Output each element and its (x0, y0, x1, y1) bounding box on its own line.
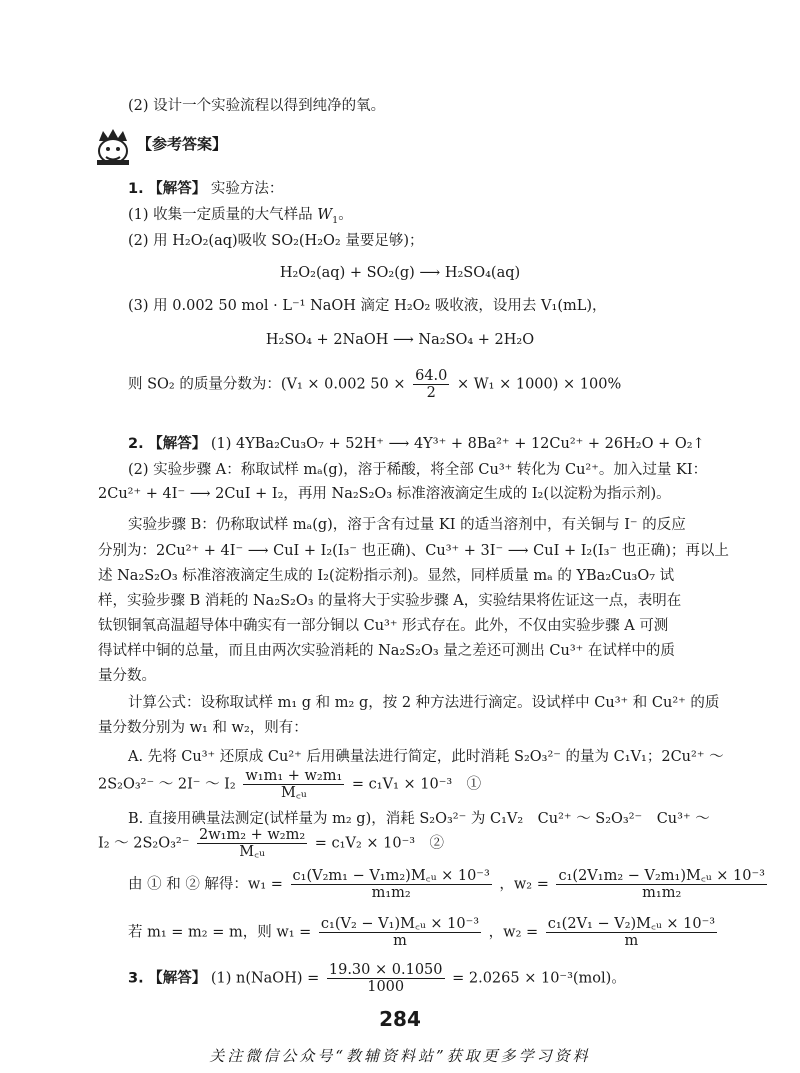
answer-1-equation-1: H₂O₂(aq) + SO₂(g) ⟶ H₂SO₄(aq) (279, 265, 521, 281)
answer-2-p3: 实验步骤 B：仍称取试样 mₐ(g)，溶于含有过量 KI 的适当溶剂中，有关铜与 I⁻ 的反应 (128, 517, 686, 533)
page-number: 284 (379, 1007, 421, 1031)
answer-2-p2: 2Cu²⁺ + 4I⁻ ⟶ 2CuI + I₂，再用 Na₂S₂O₃ 标准溶液滴定生成的 I₂(以淀粉为指示剂)。 (98, 486, 671, 502)
answer-3-number: 3. (128, 970, 144, 987)
answer-2-p4: 分别为：2Cu²⁺ + 4I⁻ ⟶ CuI + I₂(I₃⁻ 也正确)、Cu³⁺ + 3I⁻ ⟶ CuI + I₂(I₃⁻ 也正确)；再以上 (98, 543, 729, 559)
answer-2-result-2: 若 m₁ = m₂ = m，则 w₁ = $\frac{\text{c₁(V₂ − V₁)M꜀ᵤ × 10⁻³}}{m}$ ，w₂ = $\frac{\text{c₁(2V₁ − V₂)M꜀ᵤ × 10⁻³}}{m}$ (128, 916, 716, 949)
answer-2-method-b: B. 直接用碘量法测定(试样量为 m₂ g)，消耗 S₂O₃²⁻ 为 C₁V₂ Cu²⁺ ～ S₂O₃²⁻ Cu³⁺ ～ (128, 811, 710, 827)
answer-2-method-a: A. 先将 Cu³⁺ 还原成 Cu²⁺ 后用碘量法进行简定，此时消耗 S₂O₃²⁻ 的量为 C₁V₁；2Cu²⁺ ～ (128, 749, 724, 765)
answer-2-p5: 述 Na₂S₂O₃ 标准溶液滴定生成的 I₂(淀粉指示剂)。显然，同样质量 mₐ 的 YBa₂Cu₃O₇ 试 (98, 568, 675, 584)
answer-2-result-1: 由 ① 和 ② 解得：w₁ = $\frac{\text{c₁(V₂m₁ − V₁m₂)M꜀ᵤ × 10⁻³}}{\text{m₁m₂}}$ ，w₂ = $\frac{\text{c₁(2V₁m₂ − V₂m₁)M꜀ᵤ × 10⁻³}}{\text{m₁m₂}}$ (128, 868, 765, 901)
answer-2-p7: 钛钡铜氧高温超导体中确实有一部分铜以 Cu³⁺ 形式存在。此外，不仅由实验步骤 A 可测 (98, 618, 669, 634)
answer-1-number: 1. (128, 181, 144, 197)
answer-1-step-3: (3) 用 0.002 50 mol · L⁻¹ NaOH 滴定 H₂O₂ 吸收液，设用去 V₁(mL)， (128, 298, 607, 314)
footer-note: 关注微信公众号“教辅资料站”获取更多学习资料 (209, 1047, 591, 1065)
answer-2-p6: 样，实验步骤 B 消耗的 Na₂S₂O₃ 的量将大于实验步骤 A，实验结果将佐证这一点，表明在 (98, 593, 682, 609)
answer-1-tag: 【解答】 (148, 181, 207, 197)
answer-2-method-a-formula: 2S₂O₃²⁻ ～ 2I⁻ ～ I₂ $\frac{\text{w₁m₁ + w₂m₁}}{\text{M꜀ᵤ}}$ = c₁V₁ × 10⁻³ ① (98, 768, 482, 801)
answer-2-method-b-formula: I₂ ～ 2S₂O₃²⁻ $\frac{\text{2w₁m₂ + w₂m₂}}{\text{M꜀ᵤ}}$ = c₁V₂ × 10⁻³ ② (98, 827, 445, 860)
cartoon-head-icon (93, 127, 133, 167)
answer-1-step-2: (2) 用 H₂O₂(aq)吸收 SO₂(H₂O₂ 量要足够)； (128, 233, 424, 249)
answer-2-calc-1: 计算公式：设称取试样 m₁ g 和 m₂ g，按 2 种方法进行滴定。设试样中 Cu³⁺ 和 Cu²⁺ 的质 (128, 695, 720, 711)
answer-1-intro: 1. 【解答】 实验方法： (128, 181, 284, 197)
mass-fraction: $\frac{64.0}{2}$ (415, 368, 448, 401)
answer-2-p1: (2) 实验步骤 A：称取试样 mₐ(g)，溶于稀酸，将全部 Cu³⁺ 转化为 Cu²⁺。加入过量 KI： (128, 462, 708, 478)
answer-1-step-1: (1) 收集一定质量的大气样品 $W_1$。 (128, 207, 353, 226)
answer-1-equation-2: H₂SO₄ + 2NaOH ⟶ Na₂SO₄ + 2H₂O (265, 332, 535, 348)
question-2-title: (2) 设计一个实验流程以得到纯净的氧。 (128, 98, 386, 114)
answer-3: 3. 【解答】 (1) n(NaOH) = $\frac{19.30 \times 0.1050}{1000}$ = 2.0265 × 10⁻³(mol)。 (128, 962, 626, 995)
answer-2-p9: 量分数。 (98, 668, 156, 684)
answer-1-mass-fraction: 则 SO₂ 的质量分数为：(V₁ × 0.002 50 × $\frac{64.0}{2}$ × W₁ × 1000) × 100% (128, 368, 622, 401)
answer-section-header: 【参考答案】 (137, 135, 228, 153)
answer-2-p8: 得试样中铜的总量，而且由两次实验消耗的 Na₂S₂O₃ 量之差还可测出 Cu³⁺ 在试样中的质 (98, 643, 675, 659)
answer-2-equation: 2. 【解答】 (1) 4YBa₂Cu₃O₇ + 52H⁺ ⟶ 4Y³⁺ + 8Ba²⁺ + 12Cu²⁺ + 26H₂O + O₂↑ (128, 436, 705, 452)
answer-2-tag: 【解答】 (148, 436, 207, 452)
answer-2-number: 2. (128, 436, 144, 452)
answer-3-tag: 【解答】 (148, 970, 207, 987)
answer-2-calc-2: 量分数分别为 w₁ 和 w₂，则有： (98, 720, 308, 736)
